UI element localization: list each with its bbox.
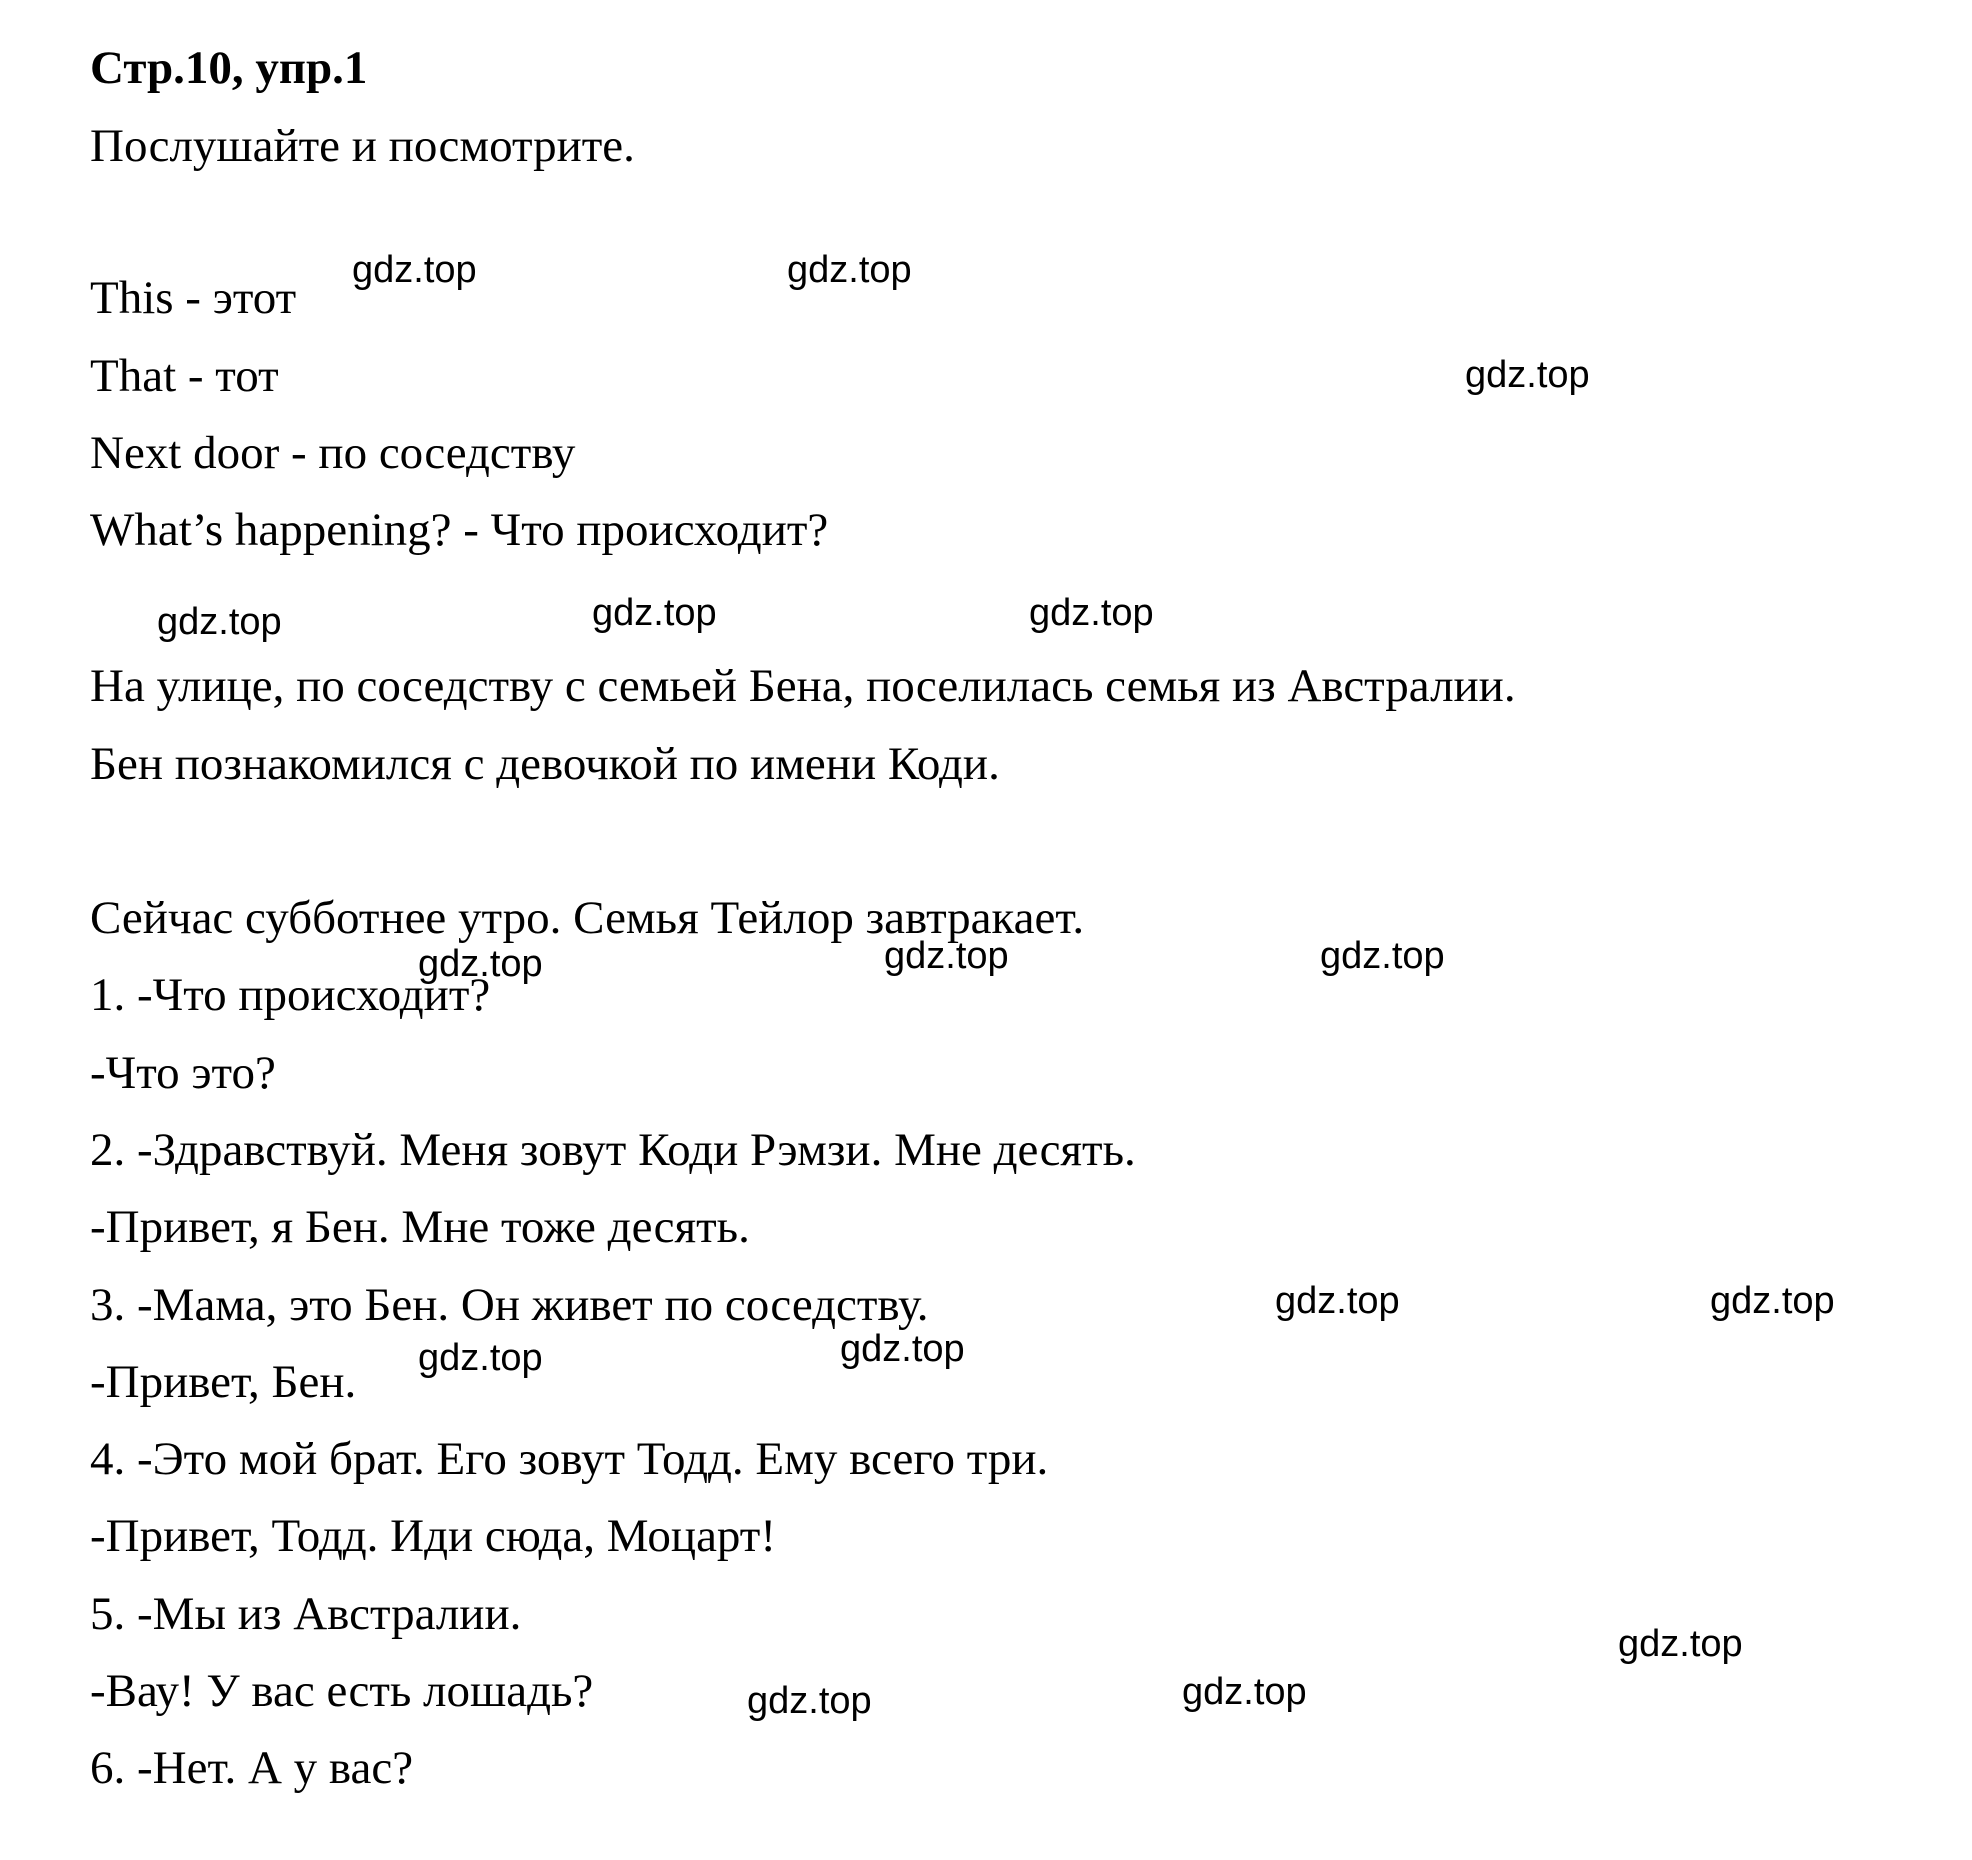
watermark: gdz.top bbox=[1618, 1623, 1743, 1665]
watermark: gdz.top bbox=[1710, 1280, 1835, 1322]
watermark: gdz.top bbox=[592, 592, 717, 634]
dialogue-line: -Привет, я Бен. Мне тоже десять. bbox=[90, 1201, 750, 1253]
dialogue-line: -Привет, Тодд. Иди сюда, Моцарт! bbox=[90, 1510, 776, 1562]
watermark: gdz.top bbox=[1320, 935, 1445, 977]
watermark: gdz.top bbox=[747, 1680, 872, 1722]
watermark: gdz.top bbox=[418, 1337, 543, 1379]
intro-line: Бен познакомился с девочкой по имени Коди. bbox=[90, 738, 1000, 790]
watermark: gdz.top bbox=[884, 935, 1009, 977]
watermark: gdz.top bbox=[840, 1328, 965, 1370]
watermark: gdz.top bbox=[1465, 354, 1590, 396]
watermark: gdz.top bbox=[352, 249, 477, 291]
vocab-line: What’s happening? - Что происходит? bbox=[90, 504, 829, 556]
dialogue-line: -Вау! У вас есть лошадь? bbox=[90, 1665, 594, 1717]
dialogue-line: 2. -Здравствуй. Меня зовут Коди Рэмзи. Мне десять. bbox=[90, 1124, 1136, 1176]
dialogue-line: 4. -Это мой брат. Его зовут Тодд. Ему всего три. bbox=[90, 1433, 1049, 1485]
intro-line: На улице, по соседству с семьей Бена, поселилась семья из Австралии. bbox=[90, 660, 1516, 712]
dialogue-line: -Что это? bbox=[90, 1047, 276, 1099]
watermark: gdz.top bbox=[787, 249, 912, 291]
dialogue-line: -Привет, Бен. bbox=[90, 1356, 357, 1408]
dialogue-line: 5. -Мы из Австралии. bbox=[90, 1588, 522, 1640]
page-title: Стр.10, упр.1 bbox=[90, 42, 368, 94]
vocab-line: Next door - по соседству bbox=[90, 427, 576, 479]
scene-line: Сейчас субботнее утро. Семья Тейлор завтракает. bbox=[90, 892, 1085, 944]
watermark: gdz.top bbox=[1182, 1671, 1307, 1713]
dialogue-line: 6. -Нет. А у вас? bbox=[90, 1742, 414, 1794]
dialogue-line: 1. -Что происходит? bbox=[90, 969, 491, 1021]
watermark: gdz.top bbox=[157, 601, 282, 643]
watermark: gdz.top bbox=[418, 943, 543, 985]
dialogue-line: 3. -Мама, это Бен. Он живет по соседству. bbox=[90, 1279, 929, 1331]
vocab-line: This - этот bbox=[90, 272, 297, 324]
instruction-text: Послушайте и посмотрите. bbox=[90, 120, 635, 172]
vocab-line: That - тот bbox=[90, 350, 279, 402]
watermark: gdz.top bbox=[1275, 1280, 1400, 1322]
watermark: gdz.top bbox=[1029, 592, 1154, 634]
